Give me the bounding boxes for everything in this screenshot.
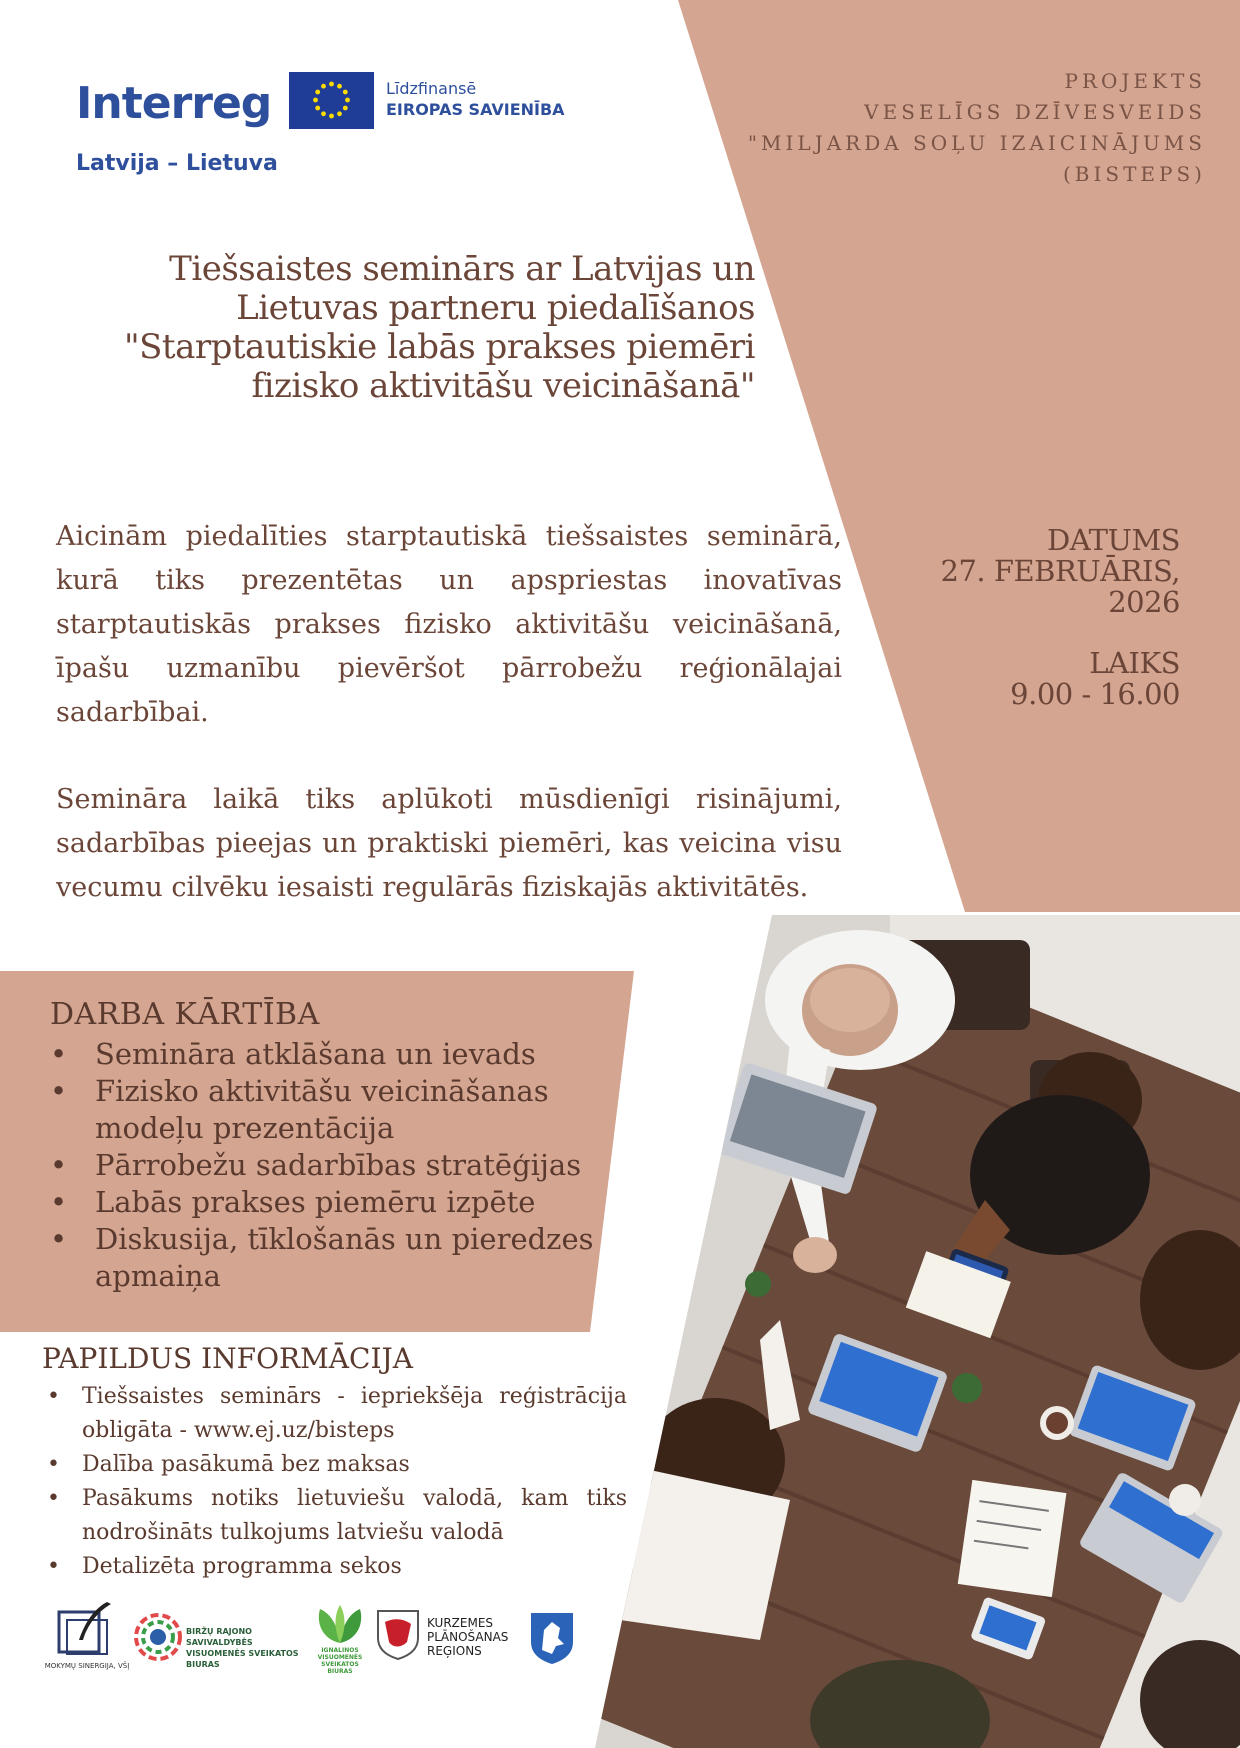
municipal-coat-of-arms-logo [528,1610,578,1680]
info-item: • Detalizēta programma sekos [42,1550,627,1584]
quill-icon [55,1600,115,1658]
project-line-2: VESELĪGS DZĪVESVEIDS [864,100,1206,124]
info-item: • Dalība pasākumā bez maksas [42,1448,627,1482]
kurzeme-text [427,1616,508,1658]
date-block [941,525,1181,618]
kurzeme-shield-icon [375,1608,421,1660]
time-label: LAIKS [1089,646,1180,680]
kurzeme-line-2: PLĀNOŠANAS [427,1630,509,1644]
intro-paragraph-2: Semināra laikā tiks aplūkoti mūsdienīgi risinājumi, sadarbības pieejas un praktiski piemēri, kas veicina visu vecumu cilvēku iesaisti regulārās fiziskajās aktivitātēs. [56,784,842,903]
title-line-3: "Starptautiskie labās prakses piemēri [123,327,755,367]
ignalina-line-2: VISUOMENĖS [317,1654,363,1661]
agenda-item: • Diskusija, tīklošanās un pieredzes apmaiņa [50,1221,610,1295]
project-line-1: PROJEKTS [1064,69,1206,93]
ignalina-line-3: SVEIKATOS BIURAS [321,1661,359,1675]
eu-cofunding-text [386,78,565,120]
info-item: • Pasākums notiks lietuviešu valodā, kam tiks nodrošināts tulkojums latviešu valodā [42,1482,627,1550]
kurzeme-planning-region-logo [375,1608,525,1663]
agenda-item: • Labās prakses piemēru izpēte [50,1184,610,1221]
project-line-3: "MILJARDA SOĻU IZAICINĀJUMS [747,131,1206,155]
info-list [42,1380,627,1584]
agenda-item: • Semināra atklāšana un ievads [50,1036,610,1073]
ignalina-health-bureau-logo [310,1603,370,1673]
project-line-4: (BISTEPS) [1062,162,1206,186]
interreg-logo: Interreg [76,78,272,129]
ignalina-text [310,1647,370,1675]
leaf-icon [312,1603,368,1647]
birzu-line-1: BIRŽŲ RAJONO SAVIVALDYBĖS [186,1627,253,1647]
ignalina-line-1: IGNALINOS [321,1647,359,1654]
eu-line-1: Līdzfinansē [386,79,477,98]
agenda-list [50,1036,610,1295]
interreg-subtitle: Latvija – Lietuva [76,151,278,176]
project-header [748,66,1206,190]
info-item: • Tiešsaistes seminārs - iepriekšēja reģistrācija obligāta - www.ej.uz/bisteps [42,1380,627,1448]
title-line-2: Lietuvas partneru piedalīšanos [236,288,755,328]
agenda-title: DARBA KĀRTĪBA [50,997,320,1032]
agenda-item: • Pārrobežu sadarbības stratēģijas [50,1147,610,1184]
seminar-title [70,250,755,406]
title-line-1: Tiešsaistes seminārs ar Latvijas un [169,249,755,289]
title-line-4: fizisko aktivitāšu veicināšanā" [251,366,755,406]
agenda-item: • Fizisko aktivitāšu veicināšanas modeļu prezentācija [50,1073,610,1147]
time-block [1010,648,1180,710]
mokymu-text: MOKYMŲ SINERGIJA, VŠĮ [44,1662,130,1670]
kurzeme-line-3: REĢIONS [427,1644,482,1658]
mokymu-sinergija-logo [44,1600,130,1675]
intro-paragraph-1: Aicinām piedalīties starptautiskā tiešsaistes seminārā, kurā tiks prezentētas un apspriestas inovatīvas starptautiskās prakses fizisko aktivitāšu veicināšanā, īpašu uzmanību pievēršot pārrobežu reģionālajai sadarbībai. [56,521,842,728]
griffin-shield-icon [528,1610,576,1666]
date-value-line-1: 27. FEBRUĀRIS, [940,554,1180,588]
eu-flag-icon [289,72,374,129]
birzu-health-bureau-logo [133,1610,308,1670]
birzu-line-2: VISUOMENĖS SVEIKATOS BIURAS [186,1649,299,1669]
kurzeme-line-1: KURZEMES [427,1616,494,1630]
time-value: 9.00 - 16.00 [1010,677,1180,711]
birzu-text [186,1626,308,1670]
date-label: DATUMS [1047,523,1180,557]
info-title: PAPILDUS INFORMĀCIJA [42,1342,413,1375]
date-value-line-2: 2026 [1108,585,1180,619]
birzu-emblem-icon [133,1612,183,1662]
eu-line-2: EIROPAS SAVIENĪBA [386,100,565,119]
